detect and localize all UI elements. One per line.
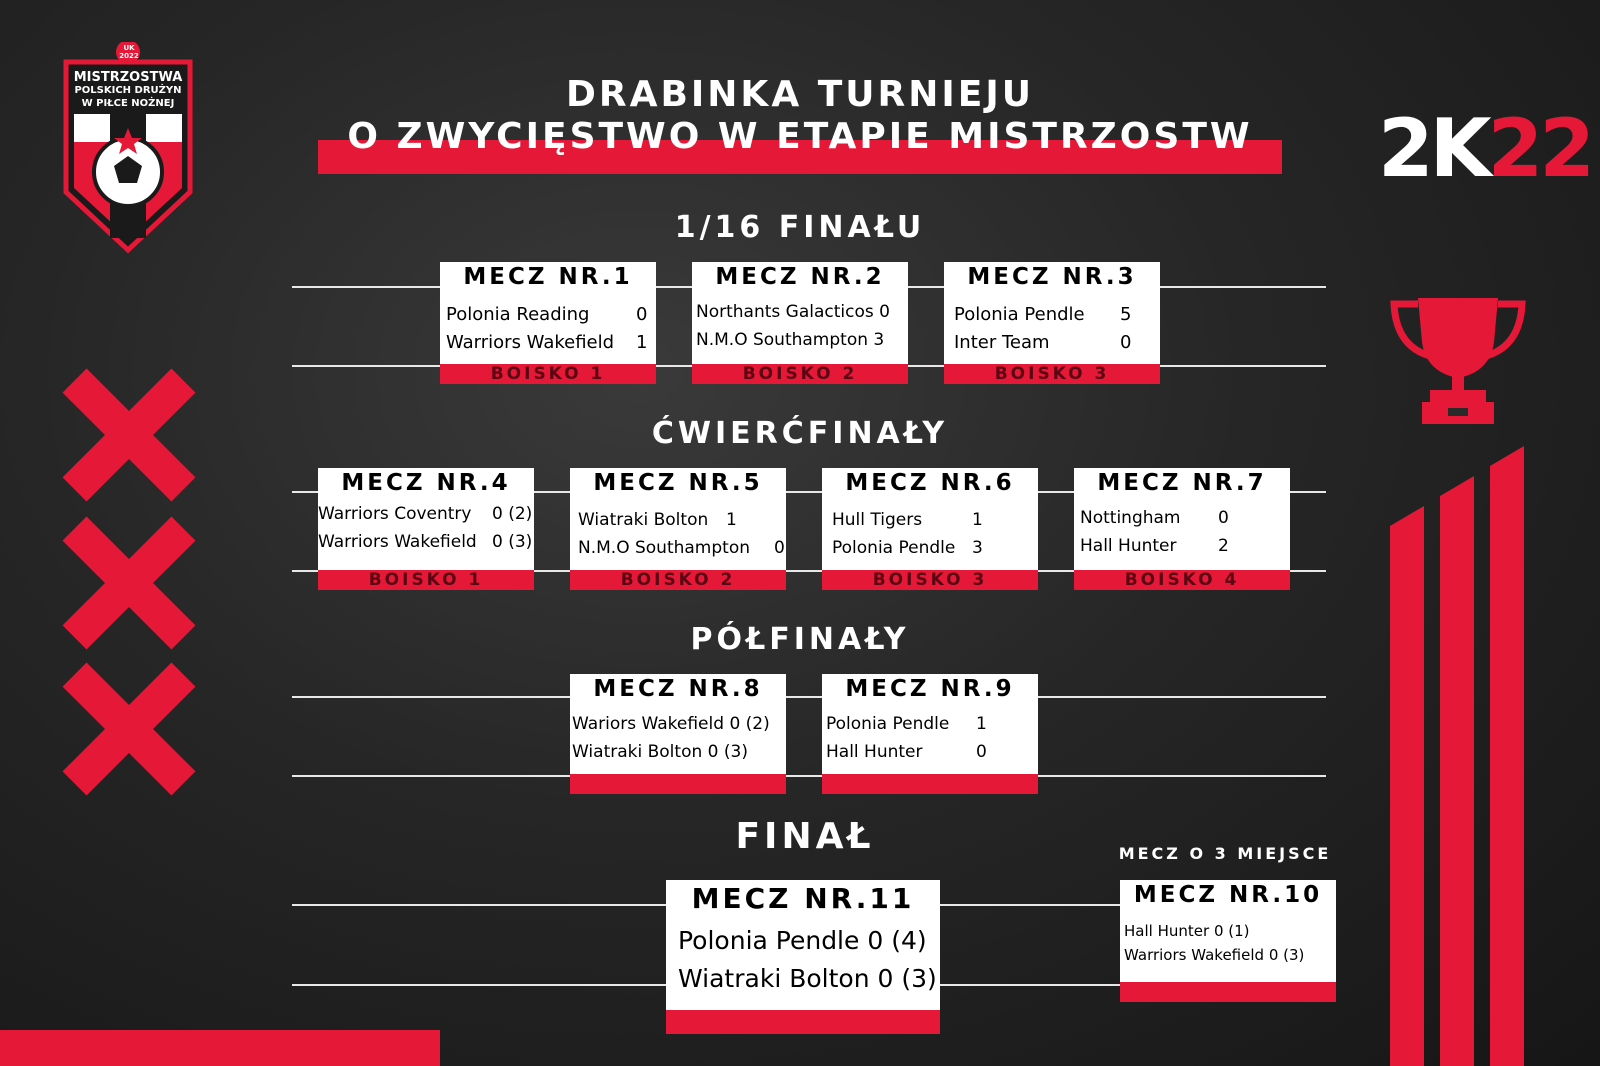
team-row [954, 332, 1154, 353]
decorative-stripes [1390, 440, 1530, 1066]
team-score: 1 [726, 510, 737, 530]
team-row [696, 330, 884, 350]
page-title-line1: DRABINKA TURNIEJU [566, 74, 1034, 115]
brand-logo-left: 2K [1378, 102, 1488, 195]
match-title: MECZ NR.10 [1133, 882, 1323, 908]
bracket-line [292, 775, 1326, 777]
field-label: BOISKO 3 [822, 570, 1038, 590]
team-row [1124, 946, 1304, 964]
trophy-icon [1390, 294, 1526, 430]
brand-logo-right: 22 [1487, 102, 1591, 195]
match-card-1 [440, 262, 656, 384]
team-row [1124, 922, 1250, 940]
team-row [446, 332, 646, 353]
team-score: 0 (3) [707, 742, 748, 762]
team-score: 3 [873, 330, 885, 350]
team-row [318, 504, 534, 524]
match-card-4 [318, 468, 534, 590]
team-row [678, 964, 937, 993]
team-row [826, 742, 1026, 762]
team-score: 0 [774, 538, 785, 558]
team-row [832, 538, 1032, 558]
team-score: 0 (2) [729, 714, 770, 734]
decorative-x-mark-1 [64, 370, 194, 500]
team-name: Polonia Reading [446, 304, 590, 325]
team-score: 1 [976, 714, 987, 734]
match-card-11-final [666, 880, 940, 1034]
match-title: MECZ NR.3 [967, 264, 1137, 290]
team-score: 3 [972, 538, 983, 558]
team-score: 0 [1218, 508, 1229, 528]
team-name: Hall Hunter [1124, 922, 1210, 940]
team-row [572, 714, 786, 734]
round-heading-qf: ĆWIERĆFINAŁY [651, 416, 949, 451]
team-score: 0 [636, 304, 648, 325]
team-score: 0 (1) [1213, 922, 1250, 940]
team-row [1080, 508, 1280, 528]
logo-badge-text: UK 2022 [119, 44, 139, 60]
team-name: N.M.O Southampton [696, 330, 868, 350]
brand-logo [1378, 104, 1591, 194]
team-score: 2 [1218, 536, 1229, 556]
decorative-bottom-bar [0, 1030, 440, 1066]
match-title: MECZ NR.8 [593, 676, 763, 702]
match-title: MECZ NR.7 [1097, 470, 1267, 496]
team-name: Warriors Coventry [318, 504, 472, 524]
field-label: BOISKO 1 [440, 364, 656, 384]
decorative-x-mark-2 [64, 518, 194, 648]
team-name: Polonia Pendle [678, 926, 860, 955]
field-label: BOISKO 2 [692, 364, 908, 384]
team-score: 0 [976, 742, 987, 762]
team-name: Inter Team [954, 332, 1050, 353]
team-name: Hull Tigers [832, 510, 923, 530]
match-card-footer [570, 774, 786, 794]
match-title: MECZ NR.4 [341, 470, 511, 496]
bracket-line [292, 696, 1326, 698]
field-label: BOISKO 3 [944, 364, 1160, 384]
team-name: Nottingham [1080, 508, 1181, 528]
team-name: Polonia Pendle [826, 714, 950, 734]
team-row [954, 304, 1154, 325]
match-card-6 [822, 468, 1038, 590]
team-name: Warriors Wakefield [1124, 946, 1265, 964]
match-card-footer [1120, 982, 1336, 1002]
team-row [572, 742, 786, 762]
team-name: Wiatraki Bolton [572, 742, 703, 762]
logo-line2: POLSKICH DRUŻYN [74, 85, 182, 96]
team-name: Polonia Pendle [832, 538, 956, 558]
team-name: Hall Hunter [826, 742, 923, 762]
team-score: 0 (2) [492, 504, 533, 524]
match-card-3 [944, 262, 1160, 384]
team-score: 0 (3) [877, 964, 937, 993]
match-card-10-third-place [1120, 880, 1336, 1002]
team-name: Wariors Wakefield [572, 714, 725, 734]
team-score: 0 [879, 302, 890, 322]
team-row [678, 926, 927, 955]
team-score: 1 [972, 510, 983, 530]
logo-line3: W PIŁCE NOŻNEJ [81, 98, 175, 109]
team-row [446, 304, 646, 325]
team-name: Warriors Wakefield [318, 532, 477, 552]
team-name: N.M.O Southampton [578, 538, 750, 558]
team-score: 5 [1120, 304, 1132, 325]
round-heading-r16: 1/16 FINAŁU [674, 210, 926, 245]
match-card-8 [570, 674, 786, 794]
match-title: MECZ NR.5 [593, 470, 763, 496]
team-row [696, 302, 890, 322]
field-label: BOISKO 1 [318, 570, 534, 590]
match-card-footer [666, 1010, 940, 1034]
decorative-x-mark-3 [64, 664, 194, 794]
team-row [826, 714, 1026, 734]
match-title: MECZ NR.11 [691, 882, 915, 915]
match-title: MECZ NR.1 [463, 264, 633, 290]
team-name: Wiatraki Bolton [678, 964, 870, 993]
match-title: MECZ NR.2 [715, 264, 885, 290]
team-score: 0 (4) [867, 926, 927, 955]
team-row [578, 510, 786, 530]
team-score: 0 (3) [1268, 946, 1305, 964]
match-card-9 [822, 674, 1038, 794]
team-row [832, 510, 1032, 530]
field-label: BOISKO 2 [570, 570, 786, 590]
team-score: 0 (3) [492, 532, 533, 552]
round-heading-third-place: MECZ O 3 MIEJSCE [1118, 844, 1332, 863]
team-name: Northants Galacticos [696, 302, 874, 322]
match-title: MECZ NR.9 [845, 676, 1015, 702]
round-heading-final: FINAŁ [735, 816, 875, 857]
team-row [578, 538, 786, 558]
team-name: Warriors Wakefield [446, 332, 615, 353]
team-row [318, 532, 534, 552]
page-title-line2: O ZWYCIĘSTWO W ETAPIE MISTRZOSTW [347, 116, 1253, 157]
team-row [1080, 536, 1280, 556]
logo-line1: MISTRZOSTWA [73, 70, 183, 85]
team-name: Polonia Pendle [954, 304, 1085, 325]
team-score: 1 [636, 332, 648, 353]
team-name: Wiatraki Bolton [578, 510, 709, 530]
round-heading-sf: PÓŁFINAŁY [690, 622, 910, 657]
field-label: BOISKO 4 [1074, 570, 1290, 590]
match-card-5 [570, 468, 786, 590]
team-name: Hall Hunter [1080, 536, 1177, 556]
match-card-2 [692, 262, 908, 384]
match-card-footer [822, 774, 1038, 794]
team-score: 0 [1120, 332, 1132, 353]
match-title: MECZ NR.6 [845, 470, 1015, 496]
match-card-7 [1074, 468, 1290, 590]
